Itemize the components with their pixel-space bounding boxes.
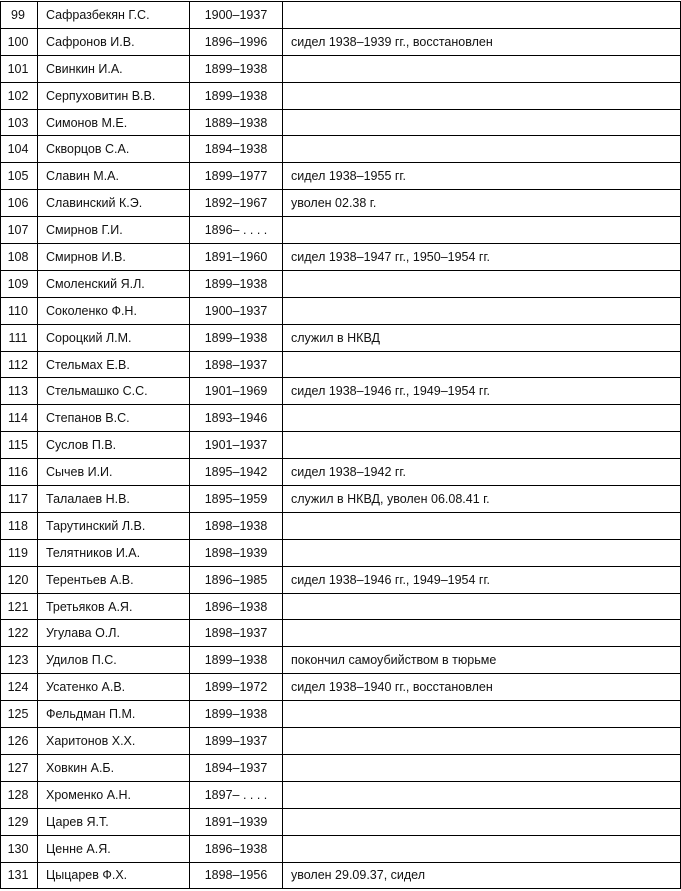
note-cell — [283, 109, 681, 136]
table-row — [1, 405, 681, 432]
person-name: Соколенко Ф.Н. — [38, 297, 190, 324]
life-years: 1899–1938 — [190, 82, 283, 109]
table-row — [1, 217, 681, 244]
table-row — [1, 862, 681, 889]
life-years: 1896– . . . . — [190, 217, 283, 244]
row-number: 126 — [1, 728, 38, 755]
row-number: 124 — [1, 674, 38, 701]
person-name: Сафразбекян Г.С. — [38, 2, 190, 29]
person-name: Степанов В.С. — [38, 405, 190, 432]
table-row — [1, 781, 681, 808]
row-number: 106 — [1, 190, 38, 217]
row-number: 112 — [1, 351, 38, 378]
person-name: Тарутинский Л.В. — [38, 512, 190, 539]
note-cell — [283, 82, 681, 109]
note-cell — [283, 2, 681, 29]
row-number: 127 — [1, 754, 38, 781]
person-name: Симонов М.Е. — [38, 109, 190, 136]
row-number: 102 — [1, 82, 38, 109]
row-number: 116 — [1, 459, 38, 486]
life-years: 1896–1938 — [190, 835, 283, 862]
row-number: 114 — [1, 405, 38, 432]
note-cell — [283, 512, 681, 539]
note-cell — [283, 405, 681, 432]
note-cell — [283, 835, 681, 862]
life-years: 1899–1937 — [190, 728, 283, 755]
row-number: 109 — [1, 270, 38, 297]
document-page — [0, 1, 681, 889]
row-number: 111 — [1, 324, 38, 351]
table-row — [1, 28, 681, 55]
row-number: 129 — [1, 808, 38, 835]
note-cell: уволен 02.38 г. — [283, 190, 681, 217]
note-cell: сидел 1938–1955 гг. — [283, 163, 681, 190]
person-name: Угулава О.Л. — [38, 620, 190, 647]
table-row — [1, 432, 681, 459]
life-years: 1895–1959 — [190, 486, 283, 513]
row-number: 101 — [1, 55, 38, 82]
table-row — [1, 620, 681, 647]
note-cell — [283, 728, 681, 755]
person-name: Телятников И.А. — [38, 539, 190, 566]
life-years: 1893–1946 — [190, 405, 283, 432]
table-row — [1, 82, 681, 109]
note-cell: покончил самоубийством в тюрьме — [283, 647, 681, 674]
person-name: Хроменко А.Н. — [38, 781, 190, 808]
life-years: 1898–1937 — [190, 620, 283, 647]
table-row — [1, 674, 681, 701]
note-cell — [283, 217, 681, 244]
row-number: 108 — [1, 244, 38, 271]
person-name: Смирнов Г.И. — [38, 217, 190, 244]
life-years: 1899–1977 — [190, 163, 283, 190]
person-name: Славин М.А. — [38, 163, 190, 190]
note-cell: уволен 29.09.37, сидел — [283, 862, 681, 889]
life-years: 1898–1937 — [190, 351, 283, 378]
person-name: Усатенко А.В. — [38, 674, 190, 701]
person-name: Смирнов И.В. — [38, 244, 190, 271]
note-cell — [283, 620, 681, 647]
table-row — [1, 163, 681, 190]
table-row — [1, 190, 681, 217]
table-row — [1, 647, 681, 674]
person-name: Сафронов И.В. — [38, 28, 190, 55]
table-row — [1, 728, 681, 755]
note-cell — [283, 297, 681, 324]
life-years: 1894–1937 — [190, 754, 283, 781]
life-years: 1899–1938 — [190, 324, 283, 351]
row-number: 115 — [1, 432, 38, 459]
person-name: Харитонов Х.Х. — [38, 728, 190, 755]
note-cell — [283, 55, 681, 82]
table-row — [1, 378, 681, 405]
row-number: 121 — [1, 593, 38, 620]
person-name: Царев Я.Т. — [38, 808, 190, 835]
note-cell — [283, 808, 681, 835]
row-number: 117 — [1, 486, 38, 513]
table-row — [1, 512, 681, 539]
table-row — [1, 297, 681, 324]
person-name: Удилов П.С. — [38, 647, 190, 674]
row-number: 107 — [1, 217, 38, 244]
note-cell: сидел 1938–1939 гг., восстановлен — [283, 28, 681, 55]
life-years: 1894–1938 — [190, 136, 283, 163]
table-row — [1, 486, 681, 513]
table-row — [1, 754, 681, 781]
person-name: Славинский К.Э. — [38, 190, 190, 217]
row-number: 120 — [1, 566, 38, 593]
table-row — [1, 109, 681, 136]
person-name: Серпуховитин В.В. — [38, 82, 190, 109]
note-cell — [283, 754, 681, 781]
life-years: 1899–1938 — [190, 270, 283, 297]
life-years: 1899–1938 — [190, 701, 283, 728]
life-years: 1898–1939 — [190, 539, 283, 566]
note-cell: сидел 1938–1946 гг., 1949–1954 гг. — [283, 566, 681, 593]
row-number: 125 — [1, 701, 38, 728]
row-number: 119 — [1, 539, 38, 566]
personnel-table — [0, 1, 681, 889]
life-years: 1896–1985 — [190, 566, 283, 593]
life-years: 1889–1938 — [190, 109, 283, 136]
person-name: Стельмах Е.В. — [38, 351, 190, 378]
note-cell — [283, 701, 681, 728]
table-row — [1, 835, 681, 862]
note-cell — [283, 781, 681, 808]
person-name: Стельмашко С.С. — [38, 378, 190, 405]
note-cell: служил в НКВД — [283, 324, 681, 351]
note-cell — [283, 136, 681, 163]
table-row — [1, 593, 681, 620]
person-name: Смоленский Я.Л. — [38, 270, 190, 297]
life-years: 1900–1937 — [190, 2, 283, 29]
note-cell — [283, 539, 681, 566]
row-number: 100 — [1, 28, 38, 55]
table-row — [1, 55, 681, 82]
table-row — [1, 808, 681, 835]
life-years: 1891–1960 — [190, 244, 283, 271]
life-years: 1899–1938 — [190, 55, 283, 82]
row-number: 110 — [1, 297, 38, 324]
table-row — [1, 2, 681, 29]
person-name: Ценне А.Я. — [38, 835, 190, 862]
note-cell — [283, 432, 681, 459]
row-number: 130 — [1, 835, 38, 862]
life-years: 1895–1942 — [190, 459, 283, 486]
life-years: 1899–1972 — [190, 674, 283, 701]
person-name: Сороцкий Л.М. — [38, 324, 190, 351]
life-years: 1901–1969 — [190, 378, 283, 405]
table-row — [1, 351, 681, 378]
person-name: Третьяков А.Я. — [38, 593, 190, 620]
table-row — [1, 459, 681, 486]
life-years: 1900–1937 — [190, 297, 283, 324]
row-number: 122 — [1, 620, 38, 647]
life-years: 1898–1956 — [190, 862, 283, 889]
note-cell — [283, 351, 681, 378]
life-years: 1899–1938 — [190, 647, 283, 674]
life-years: 1896–1938 — [190, 593, 283, 620]
person-name: Фельдман П.М. — [38, 701, 190, 728]
life-years: 1898–1938 — [190, 512, 283, 539]
person-name: Терентьев А.В. — [38, 566, 190, 593]
row-number: 99 — [1, 2, 38, 29]
table-row — [1, 136, 681, 163]
note-cell: сидел 1938–1946 гг., 1949–1954 гг. — [283, 378, 681, 405]
person-name: Свинкин И.А. — [38, 55, 190, 82]
life-years: 1896–1996 — [190, 28, 283, 55]
row-number: 128 — [1, 781, 38, 808]
table-row — [1, 324, 681, 351]
row-number: 104 — [1, 136, 38, 163]
life-years: 1891–1939 — [190, 808, 283, 835]
person-name: Суслов П.В. — [38, 432, 190, 459]
life-years: 1897– . . . . — [190, 781, 283, 808]
table-row — [1, 566, 681, 593]
row-number: 105 — [1, 163, 38, 190]
row-number: 103 — [1, 109, 38, 136]
person-name: Талалаев Н.В. — [38, 486, 190, 513]
note-cell: служил в НКВД, уволен 06.08.41 г. — [283, 486, 681, 513]
row-number: 113 — [1, 378, 38, 405]
row-number: 118 — [1, 512, 38, 539]
note-cell: сидел 1938–1947 гг., 1950–1954 гг. — [283, 244, 681, 271]
table-body — [1, 2, 681, 889]
table-row — [1, 539, 681, 566]
note-cell: сидел 1938–1940 гг., восстановлен — [283, 674, 681, 701]
person-name: Сычев И.И. — [38, 459, 190, 486]
table-row — [1, 244, 681, 271]
person-name: Ховкин А.Б. — [38, 754, 190, 781]
person-name: Скворцов С.А. — [38, 136, 190, 163]
note-cell — [283, 593, 681, 620]
row-number: 131 — [1, 862, 38, 889]
row-number: 123 — [1, 647, 38, 674]
table-row — [1, 701, 681, 728]
person-name: Цыцарев Ф.Х. — [38, 862, 190, 889]
table-row — [1, 270, 681, 297]
note-cell: сидел 1938–1942 гг. — [283, 459, 681, 486]
life-years: 1892–1967 — [190, 190, 283, 217]
life-years: 1901–1937 — [190, 432, 283, 459]
note-cell — [283, 270, 681, 297]
